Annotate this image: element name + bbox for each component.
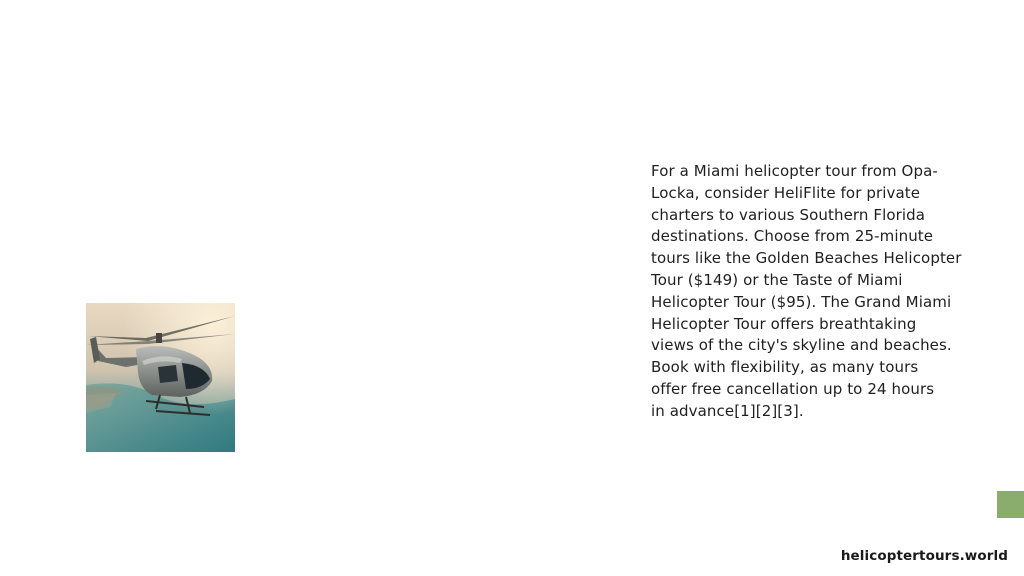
helicopter-photo [86,303,235,452]
accent-square [997,491,1024,518]
site-brand-footer: helicoptertours.world [840,548,1008,564]
tour-description: For a Miami helicopter tour from Opa- Locka, consider HeliFlite for private charters to various Southern Florida destinations. Choose from 25-minute tours like the Golden Beaches Helicopter Tour ($149) or the Taste of Miami Helicopter Tour ($95). The Grand Miami Helicopter Tour offers breathtaking views of the city's skyline and beaches. Book with flexibility, as many tours offer free cancellation up to 24 hours in advance[1][2][3]. [651,162,962,420]
